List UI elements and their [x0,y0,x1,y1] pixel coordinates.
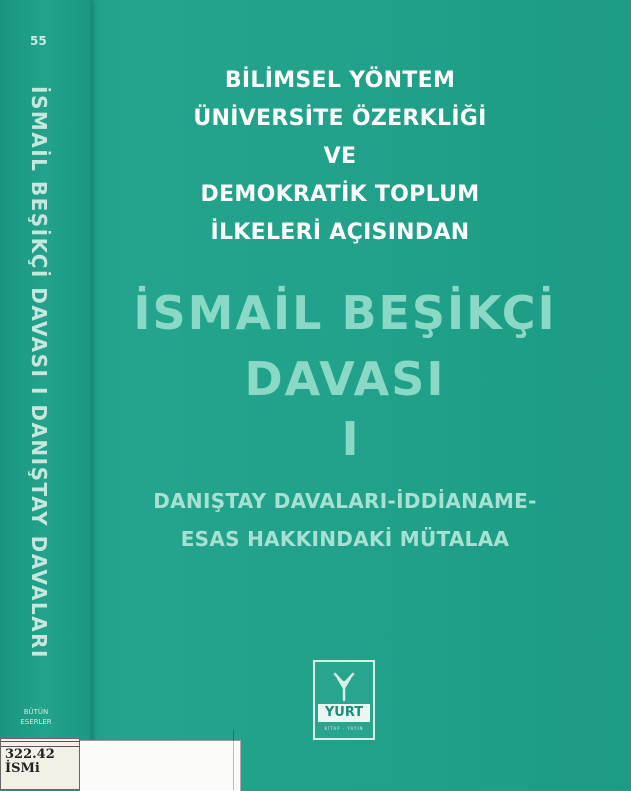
title-line: DAVASI [244,352,446,406]
publisher-subline: KİTAP · YAYIN [324,726,364,731]
subtitle-line: İLKELERİ AÇISINDAN [210,220,470,245]
call-number-line: İSMi [5,761,40,776]
spine-volume-number: 55 [30,34,47,48]
spine-series-line: ESERLER [20,718,52,726]
book-spine [0,0,92,790]
publisher-name: YURT [318,704,370,722]
publisher-logo [313,660,375,740]
subtitle-line: ÜNİVERSİTE ÖZERKLİĞİ [193,106,487,131]
spine-series-label [6,707,66,727]
subtitle-line: DEMOKRATİK TOPLUM [200,182,480,207]
cover-subtitle [150,62,530,252]
subtitle-line: BİLİMSEL YÖNTEM [224,68,456,93]
contents-description [110,482,580,558]
library-call-number-label [0,738,80,790]
label-border-line [1,741,81,747]
library-sticker [80,740,241,791]
sticker-crease [233,730,234,790]
subtitle-line: VE [323,144,357,169]
call-number-line: 322.42 [5,747,55,762]
contents-line: DANIŞTAY DAVALARI-İDDİANAME- [153,489,537,513]
spine-series-line: BÜTÜN [23,708,49,716]
spine-title: İSMAİL BEŞİKÇİ DAVASI I DANIŞTAY DAVALARI [27,86,51,659]
title-line: İSMAİL BEŞİKÇİ [133,286,557,340]
book-title [100,280,590,412]
tree-icon [329,670,359,702]
contents-line: ESAS HAKKINDAKİ MÜTALAA [180,527,510,551]
volume-numeral: I [341,412,359,466]
